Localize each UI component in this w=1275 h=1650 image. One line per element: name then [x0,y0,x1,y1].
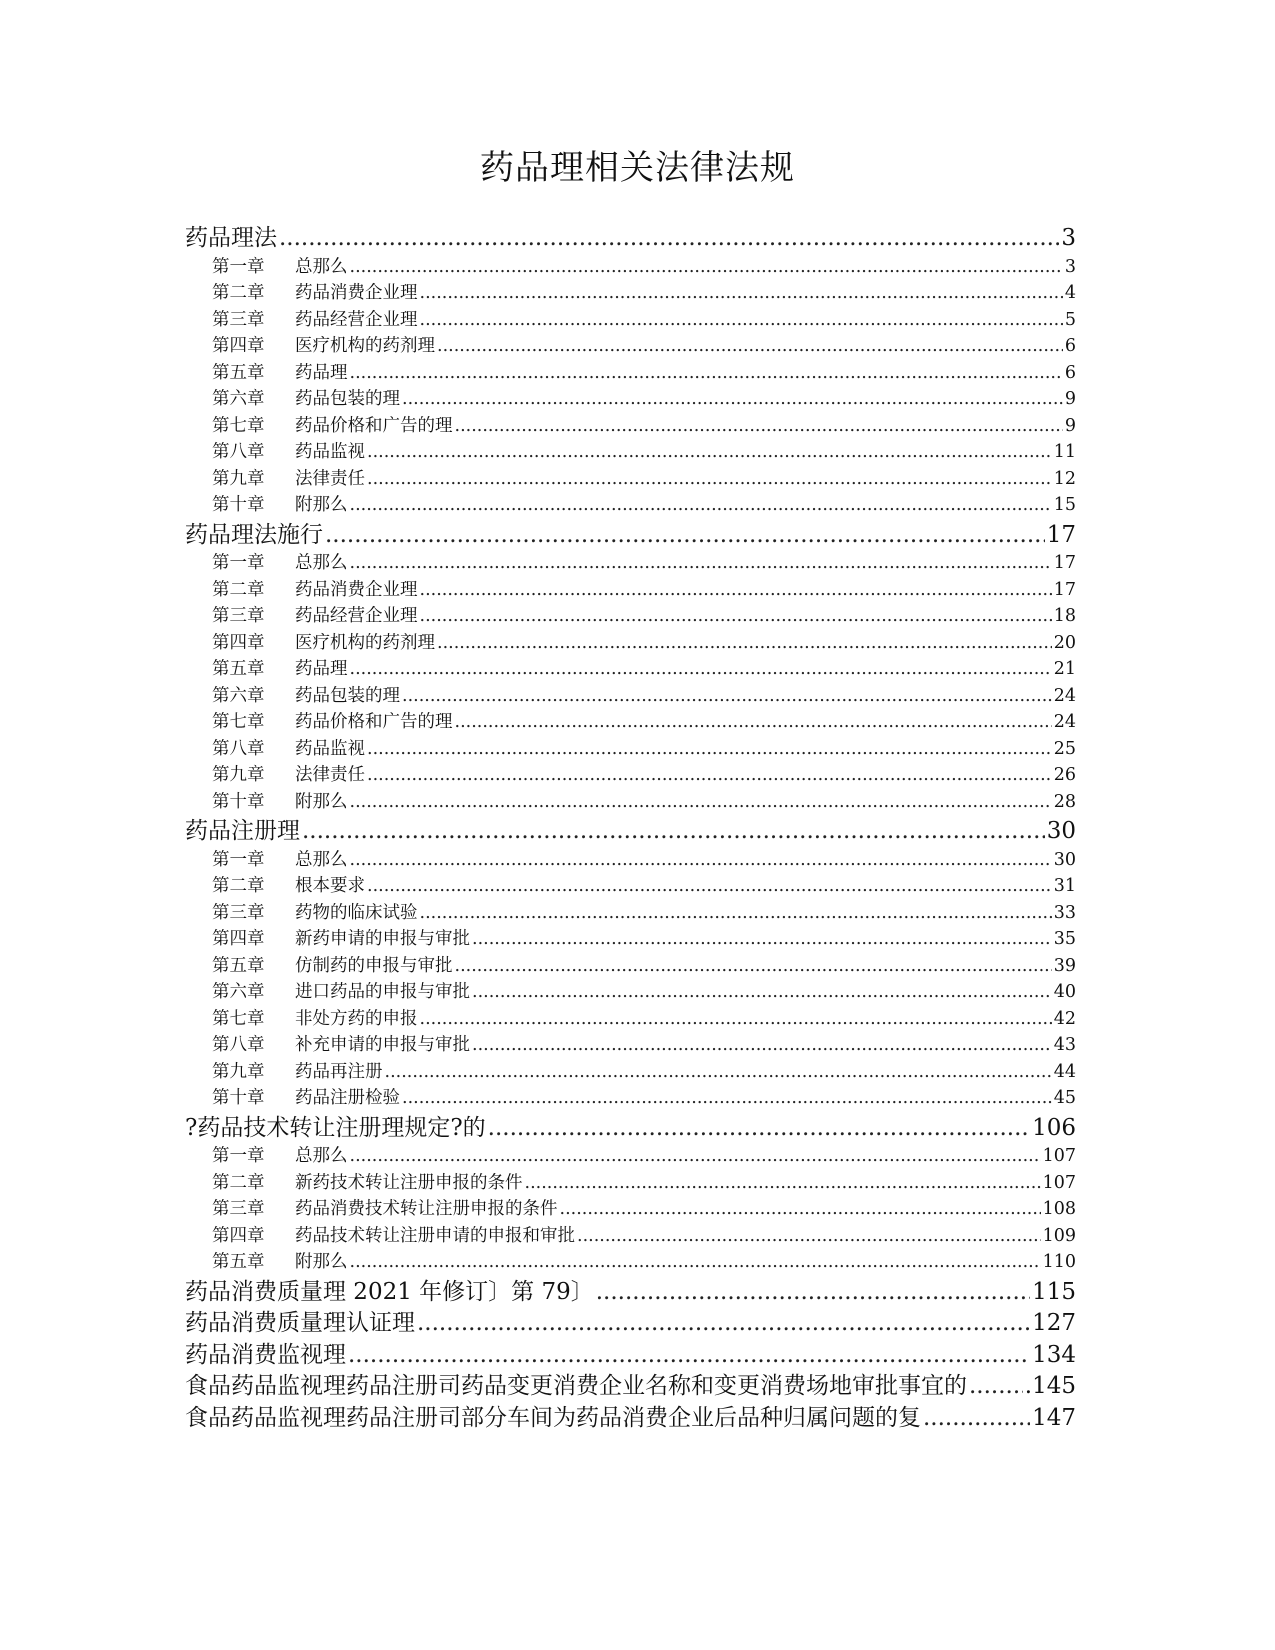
toc-chapter-entry[interactable] [185,603,1076,630]
toc-entry-title: 总那么 [295,850,348,870]
toc-entry-title: 法律责任 [295,765,365,785]
toc-page-number: 40 [1053,982,1076,1002]
toc-chapter-number: 第三章 [212,903,265,923]
toc-chapter-entry[interactable] [185,1032,1076,1059]
toc-entry-title: 非处方药的申报 [295,1009,418,1029]
toc-chapter-number: 第四章 [212,633,265,653]
toc-entry-title: 药品价格和广告的理 [295,712,453,732]
toc-page-number: 127 [1032,1310,1076,1336]
toc-chapter-entry[interactable] [185,1196,1076,1223]
toc-chapter-entry[interactable] [185,736,1076,762]
toc-chapter-entry[interactable] [185,413,1076,439]
toc-chapter-entry[interactable] [185,709,1076,736]
toc-dot-leader [455,953,1052,979]
toc-chapter-number: 第一章 [212,257,265,277]
toc-dot-leader [350,847,1052,873]
toc-chapter-number: 第十章 [212,792,265,812]
toc-dot-leader [350,360,1063,386]
toc-entry-title: 食品药品监视理药品注册司药品变更消费企业名称和变更消费场地审批事宜的 [185,1373,967,1399]
toc-chapter-number: 第五章 [212,659,265,679]
toc-page-number: 24 [1053,712,1076,732]
toc-dot-leader [577,1223,1041,1249]
toc-chapter-number: 第二章 [212,283,265,303]
toc-chapter-entry[interactable] [185,847,1076,873]
toc-dot-leader [472,926,1052,953]
toc-section-entry[interactable] [185,1402,1076,1433]
toc-chapter-entry[interactable] [185,307,1076,333]
toc-dot-leader [596,1276,1030,1307]
toc-chapter-number: 第九章 [212,1062,265,1082]
toc-dot-leader [402,683,1052,709]
toc-dot-leader [402,1085,1052,1112]
toc-dot-leader [279,222,1059,254]
toc-page-number: 42 [1053,1009,1076,1029]
toc-dot-leader [560,1196,1041,1223]
toc-chapter-number: 第十章 [212,1088,265,1108]
toc-page-number: 3 [1064,257,1076,277]
toc-entry-title: 药品消费技术转让注册申报的条件 [295,1199,558,1219]
toc-entry-title: 附那么 [295,1252,348,1272]
toc-page-number: 35 [1053,929,1076,949]
toc-chapter-entry[interactable] [185,926,1076,953]
toc-dot-leader [367,762,1052,789]
toc-page-number: 30 [1046,818,1076,844]
toc-chapter-entry[interactable] [185,1249,1076,1276]
toc-dot-leader [350,1249,1041,1276]
toc-dot-leader [923,1402,1030,1433]
toc-entry-title: 药品理法 [185,225,277,251]
toc-page-number: 21 [1053,659,1076,679]
toc-page-number: 5 [1064,310,1076,330]
toc-entry-title: 总那么 [295,257,348,277]
toc-section-entry[interactable] [185,222,1076,254]
toc-page-number: 15 [1053,495,1076,515]
toc-entry-title: 药品消费质量理认证理 [185,1310,415,1336]
toc-page-number: 17 [1046,522,1076,548]
toc-dot-leader [350,789,1052,815]
toc-section-entry[interactable] [185,519,1076,550]
toc-chapter-entry[interactable] [185,979,1076,1006]
toc-page-number: 134 [1032,1342,1076,1368]
toc-dot-leader [420,603,1052,630]
toc-dot-leader [350,550,1052,577]
toc-entry-title: 药品包装的理 [295,686,400,706]
toc-dot-leader [969,1370,1023,1402]
toc-entry-title: 药品包装的理 [295,389,400,409]
toc-section-entry[interactable] [185,1276,1076,1307]
toc-chapter-number: 第九章 [212,765,265,785]
toc-dot-leader [402,386,1063,413]
toc-entry-title: ?药品技术转让注册理规定?的 [185,1115,486,1141]
toc-chapter-entry[interactable] [185,280,1076,307]
toc-chapter-entry[interactable] [185,789,1076,815]
toc-chapter-entry[interactable] [185,550,1076,577]
toc-page-number: 20 [1053,633,1076,653]
toc-entry-title: 新药申请的申报与审批 [295,929,470,949]
toc-page-number: 6 [1064,363,1076,383]
toc-page-number: 44 [1053,1062,1076,1082]
toc-dot-leader [420,577,1052,603]
toc-page-number: 24 [1053,686,1076,706]
toc-chapter-number: 第四章 [212,336,265,356]
toc-chapter-entry[interactable] [185,492,1076,519]
toc-chapter-number: 第三章 [212,606,265,626]
toc-page-number: 6 [1064,336,1076,356]
toc-dot-leader [417,1307,1030,1339]
toc-entry-title: 药品理 [295,659,348,679]
toc-page-number: 28 [1053,792,1076,812]
toc-section-entry[interactable] [185,1370,1076,1402]
toc-entry-title: 总那么 [295,553,348,573]
toc-page-number: 39 [1053,956,1076,976]
toc-chapter-number: 第五章 [212,363,265,383]
toc-chapter-number: 第七章 [212,712,265,732]
toc-page-number: .145 [1024,1373,1076,1399]
toc-entry-title: 医疗机构的药剂理 [295,336,435,356]
toc-dot-leader [367,466,1052,492]
toc-chapter-number: 第八章 [212,1035,265,1055]
toc-chapter-entry[interactable] [185,762,1076,789]
toc-entry-title: 药品注册检验 [295,1088,400,1108]
toc-dot-leader [437,333,1063,360]
toc-chapter-number: 第八章 [212,442,265,462]
toc-entry-title: 药品技术转让注册申请的申报和审批 [295,1226,575,1246]
toc-entry-title: 药品经营企业理 [295,606,418,626]
toc-chapter-entry[interactable] [185,1143,1076,1170]
toc-page-number: 31 [1053,876,1076,896]
toc-dot-leader [455,413,1063,439]
toc-page-number: 11 [1053,442,1076,462]
toc-section-entry[interactable] [185,1307,1076,1339]
toc-chapter-entry[interactable] [185,386,1076,413]
toc-entry-title: 药品消费企业理 [295,580,418,600]
toc-chapter-entry[interactable] [185,683,1076,709]
toc-chapter-entry[interactable] [185,873,1076,900]
toc-chapter-number: 第七章 [212,416,265,436]
toc-chapter-number: 第四章 [212,929,265,949]
toc-page-number: 3 [1061,225,1076,251]
toc-dot-leader [420,900,1052,926]
toc-dot-leader [367,439,1052,466]
toc-dot-leader [472,979,1052,1006]
toc-page-number: 107 [1042,1173,1076,1193]
toc-page-number: 43 [1053,1035,1076,1055]
toc-chapter-entry[interactable] [185,360,1076,386]
toc-chapter-number: 第九章 [212,469,265,489]
toc-dot-leader [350,254,1063,280]
toc-entry-title: 医疗机构的药剂理 [295,633,435,653]
toc-chapter-entry[interactable] [185,1059,1076,1085]
toc-dot-leader [325,519,1045,550]
toc-dot-leader [420,280,1063,307]
toc-entry-title: 药品消费企业理 [295,283,418,303]
toc-chapter-number: 第六章 [212,389,265,409]
toc-page-number: 106 [1032,1115,1076,1141]
toc-chapter-number: 第一章 [212,553,265,573]
toc-dot-leader [420,307,1063,333]
toc-chapter-entry[interactable] [185,577,1076,603]
toc-entry-title: 药品注册理 [185,818,300,844]
toc-page-number: 108 [1042,1199,1076,1219]
toc-dot-leader [472,1032,1052,1059]
toc-chapter-entry[interactable] [185,656,1076,683]
toc-dot-leader [350,492,1052,519]
toc-page-number: 107 [1042,1146,1076,1166]
toc-dot-leader [350,1143,1041,1170]
toc-section-entry[interactable] [185,1112,1076,1143]
toc-chapter-number: 第四章 [212,1226,265,1246]
toc-dot-leader [348,1339,1030,1370]
toc-page-number: 18 [1053,606,1076,626]
toc-entry-title: 根本要求 [295,876,365,896]
toc-entry-title: 药品理 [295,363,348,383]
toc-section-entry[interactable] [185,815,1076,847]
toc-entry-title: 药品监视 [295,442,365,462]
toc-chapter-entry[interactable] [185,254,1076,280]
document-title: 药品理相关法律法规 [480,148,795,188]
toc-entry-title: 药品理法施行 [185,522,323,548]
toc-entry-title: 食品药品监视理药品注册司部分车间为药品消费企业后品种归属问题的复 [185,1405,921,1431]
toc-entry-title: 仿制药的申报与审批 [295,956,453,976]
toc-chapter-number: 第三章 [212,310,265,330]
toc-chapter-entry[interactable] [185,1223,1076,1249]
toc-chapter-number: 第一章 [212,850,265,870]
toc-chapter-number: 第五章 [212,956,265,976]
toc-entry-title: 附那么 [295,495,348,515]
toc-chapter-number: 第七章 [212,1009,265,1029]
toc-chapter-number: 第五章 [212,1252,265,1272]
toc-entry-title: 药品监视 [295,739,365,759]
toc-chapter-entry[interactable] [185,1085,1076,1112]
toc-chapter-number: 第三章 [212,1199,265,1219]
toc-chapter-number: 第二章 [212,580,265,600]
toc-dot-leader [367,873,1052,900]
toc-chapter-number: 第二章 [212,876,265,896]
toc-page-number: 17 [1053,553,1076,573]
toc-chapter-entry[interactable] [185,900,1076,926]
toc-page-number: 25 [1053,739,1076,759]
toc-chapter-entry[interactable] [185,466,1076,492]
toc-dot-leader [350,656,1052,683]
toc-page-number: 4 [1064,283,1076,303]
toc-entry-title: 药品经营企业理 [295,310,418,330]
toc-page-number: 26 [1053,765,1076,785]
toc-entry-title: 新药技术转让注册申报的条件 [295,1173,523,1193]
toc-entry-title: 附那么 [295,792,348,812]
toc-dot-leader [420,1006,1052,1032]
toc-chapter-entry[interactable] [185,1170,1076,1196]
toc-chapter-number: 第一章 [212,1146,265,1166]
toc-chapter-number: 第六章 [212,686,265,706]
toc-chapter-entry[interactable] [185,953,1076,979]
toc-entry-title: 药品价格和广告的理 [295,416,453,436]
toc-entry-title: 补充申请的申报与审批 [295,1035,470,1055]
toc-entry-title: 药物的临床试验 [295,903,418,923]
toc-page-number: 109 [1042,1226,1076,1246]
toc-dot-leader [488,1112,1030,1143]
toc-entry-title: 进口药品的申报与审批 [295,982,470,1002]
toc-chapter-number: 第六章 [212,982,265,1002]
toc-chapter-entry[interactable] [185,439,1076,466]
toc-chapter-number: 第八章 [212,739,265,759]
toc-entry-title: 总那么 [295,1146,348,1166]
toc-dot-leader [367,736,1052,762]
toc-page-number: 12 [1053,469,1076,489]
toc-page-number: 33 [1053,903,1076,923]
toc-page-number: 45 [1053,1088,1076,1108]
toc-entry-title: 法律责任 [295,469,365,489]
toc-section-entry[interactable] [185,1339,1076,1370]
toc-dot-leader [385,1059,1052,1085]
toc-chapter-entry[interactable] [185,630,1076,656]
toc-chapter-number: 第十章 [212,495,265,515]
toc-chapter-entry[interactable] [185,333,1076,360]
toc-dot-leader [525,1170,1041,1196]
toc-chapter-entry[interactable] [185,1006,1076,1032]
toc-entry-title: 药品消费监视理 [185,1342,346,1368]
toc-dot-leader [455,709,1052,736]
toc-dot-leader [302,815,1045,847]
toc-entry-title: 药品再注册 [295,1062,383,1082]
toc-entry-title: 药品消费质量理 2021 年修订〕第 79〕 [185,1279,594,1305]
toc-page-number: 30 [1053,850,1076,870]
toc-page-number: 9 [1064,416,1076,436]
toc-page-number: 17 [1053,580,1076,600]
toc-dot-leader [437,630,1052,656]
table-of-contents [185,222,1076,1433]
toc-page-number: 115 [1032,1279,1076,1305]
toc-page-number: 147 [1032,1405,1076,1431]
toc-page-number: 110 [1042,1252,1076,1272]
toc-chapter-number: 第二章 [212,1173,265,1193]
toc-page-number: 9 [1064,389,1076,409]
